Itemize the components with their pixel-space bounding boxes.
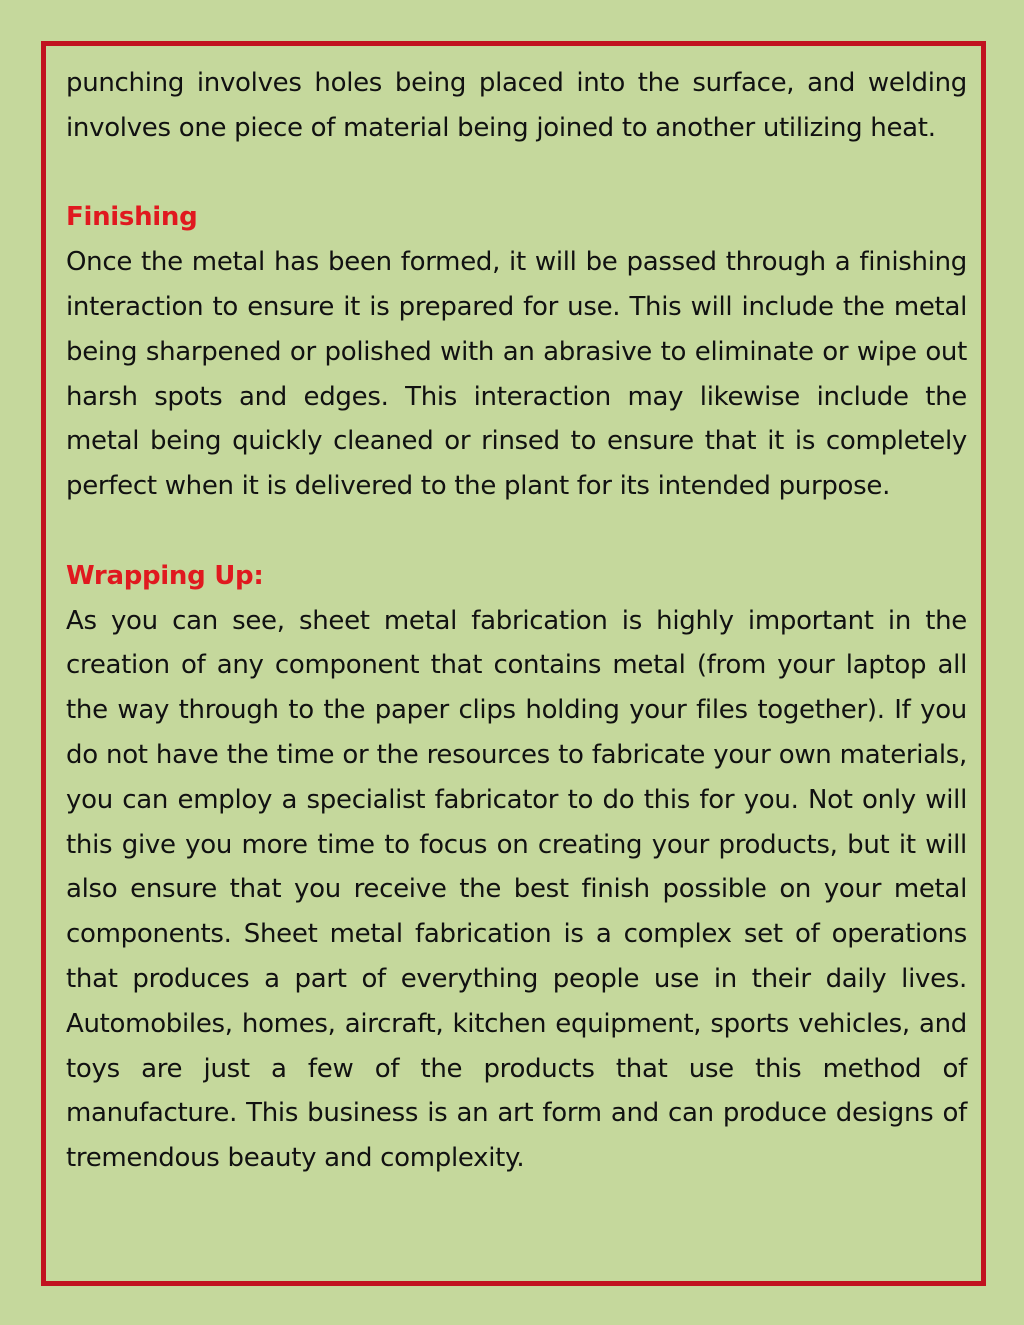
document-body — [66, 61, 967, 1181]
section-spacer — [66, 151, 967, 196]
section-body-finishing: Once the metal has been formed, it will be passed through a finishing interaction to ensure it is prepared for use. This will include the metal being sharpened or polished with an abrasive to eliminate or wipe out harsh spots and edges. This interaction may likewise include the metal being quickly cleaned or rinsed to ensure that it is completely perfect when it is delivered to the plant for its intended purpose. — [66, 247, 967, 502]
section-heading-finishing: Finishing — [66, 202, 198, 233]
page-border-frame — [41, 41, 986, 1286]
section-heading-wrapping-up: Wrapping Up: — [66, 560, 264, 591]
section-spacer — [66, 509, 967, 554]
section-body-wrapping-up: As you can see, sheet metal fabrication is highly important in the creation of any component that contains metal (from your laptop all the way through to the paper clips holding your files together). If you do not have the time or the resources to fabricate your own materials, you can employ a specialist fabricator to do this for you. Not only will this give you more time to focus on creating your products, but it will also ensure that you receive the best finish possible on your metal components. Sheet metal fabrication is a complex set of operations that produces a part of everything people use in their daily lives. Automobiles, homes, aircraft, kitchen equipment, sports vehicles, and toys are just a few of the products that use this method of manufacture. This business is an art form and can produce designs of tremendous beauty and complexity. — [66, 605, 967, 1174]
intro-paragraph: punching involves holes being placed into the surface, and welding involves one piece of material being joined to another utilizing heat. — [66, 68, 967, 143]
